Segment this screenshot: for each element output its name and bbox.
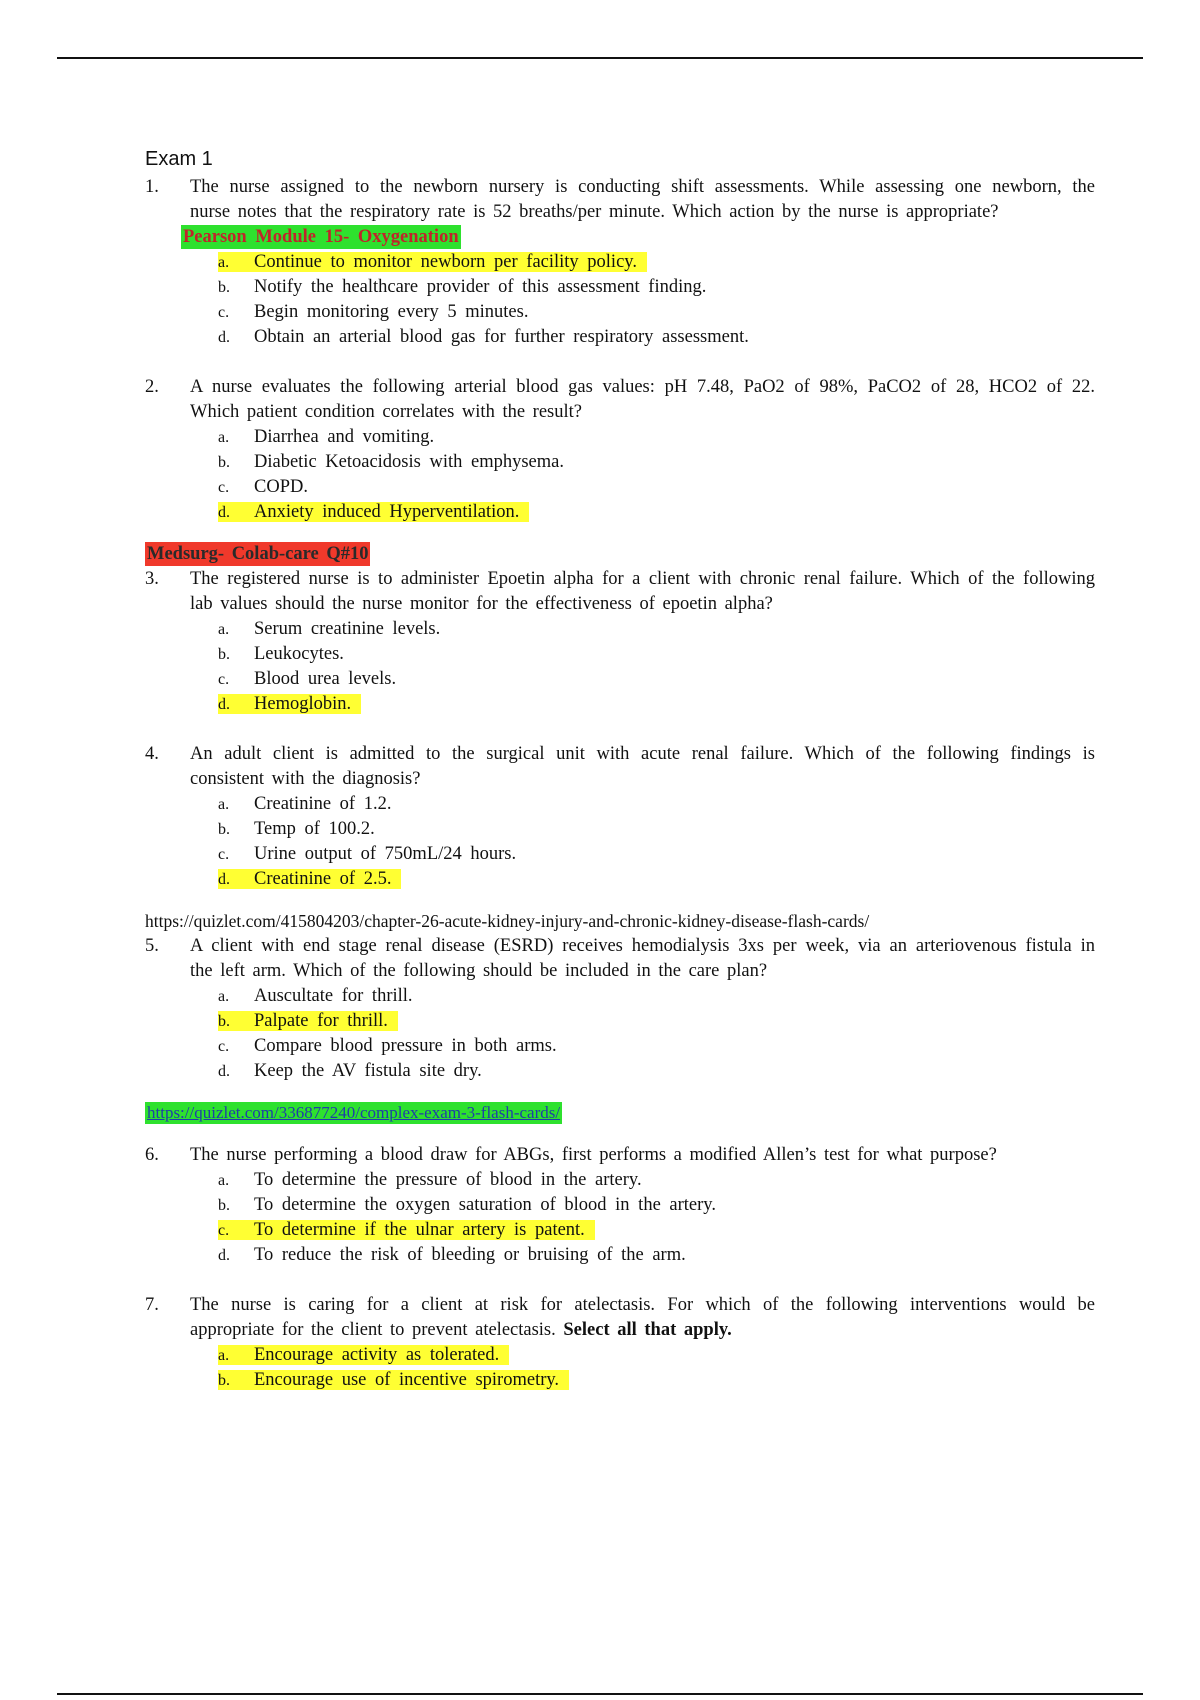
option-letter: a. (218, 1347, 230, 1364)
question-2 (145, 375, 1095, 425)
source-tag-row (145, 542, 1095, 567)
option-text: COPD. (254, 477, 308, 497)
option-text: Begin monitoring every 5 minutes. (254, 302, 529, 322)
option-letter: d. (218, 329, 230, 346)
option-c (218, 300, 1095, 325)
option-text: Serum creatinine levels. (254, 619, 441, 639)
option-text: Urine output of 750mL/24 hours. (254, 844, 517, 864)
option-text: Encourage use of incentive spirometry. (254, 1370, 560, 1390)
question-stem: An adult client is admitted to the surgical unit with acute renal failure. Which of the following findings is consistent with the diagnosis? (190, 744, 1095, 789)
option-text: Blood urea levels. (254, 669, 397, 689)
question-6 (145, 1143, 1095, 1168)
option-a (218, 984, 1095, 1009)
option-d (218, 1243, 1095, 1268)
question-7 (145, 1293, 1095, 1343)
option-b (218, 450, 1095, 475)
options-list (145, 1168, 1095, 1268)
options-list (145, 792, 1095, 892)
question-stem: The nurse assigned to the newborn nursery is conducting shift assessments. While assessing one newborn, the nurse notes that the respiratory rate is 52 breaths/per minute. Which action by the nurse is appropriate? (190, 177, 1095, 222)
option-letter: b. (218, 1197, 230, 1214)
question-number: 4. (145, 744, 159, 764)
option-letter: b. (218, 646, 230, 663)
option-text: Notify the healthcare provider of this assessment finding. (254, 277, 707, 297)
question-stem: A nurse evaluates the following arterial blood gas values: pH 7.48, PaO2 of 98%, PaCO2 of 28, HCO2 of 22. Which patient condition correlates with the result? (190, 377, 1095, 422)
top-rule (57, 57, 1143, 59)
option-letter: c. (218, 671, 230, 688)
option-letter: b. (218, 821, 230, 838)
option-letter: d. (218, 1063, 230, 1080)
option-letter: d. (218, 871, 230, 888)
source-tag: Pearson Module 15- Oxygenation (183, 227, 459, 247)
option-a (218, 1343, 1095, 1368)
source-tag-row (145, 225, 1095, 250)
option-letter: d. (218, 504, 230, 521)
bottom-rule (57, 1693, 1143, 1695)
question-number: 7. (145, 1295, 159, 1315)
question-stem (190, 1293, 1095, 1343)
document-body (145, 146, 1095, 1393)
option-letter: a. (218, 429, 230, 446)
option-text: Diabetic Ketoacidosis with emphysema. (254, 452, 564, 472)
option-a (218, 617, 1095, 642)
question-5 (145, 934, 1095, 984)
exam-title: Exam 1 (145, 148, 213, 170)
option-text: To determine if the ulnar artery is patent. (254, 1220, 585, 1240)
option-text: Creatinine of 2.5. (254, 869, 392, 889)
option-text: To determine the oxygen saturation of blood in the artery. (254, 1195, 716, 1215)
option-text: Keep the AV fistula site dry. (254, 1061, 482, 1081)
option-text: To determine the pressure of blood in the artery. (254, 1170, 642, 1190)
question-number: 2. (145, 377, 159, 397)
option-d (218, 325, 1095, 350)
option-letter: a. (218, 988, 230, 1005)
options-list (145, 617, 1095, 717)
option-text: Obtain an arterial blood gas for further respiratory assessment. (254, 327, 749, 347)
source-tag: Medsurg- Colab-care Q#10 (147, 544, 369, 564)
option-letter: b. (218, 1013, 230, 1030)
option-text: Palpate for thrill. (254, 1011, 388, 1031)
question-stem: The registered nurse is to administer Epoetin alpha for a client with chronic renal failure. Which of the following lab values should the nurse monitor for the effectiveness of epoetin alpha? (190, 569, 1095, 614)
option-a (218, 792, 1095, 817)
option-c (218, 667, 1095, 692)
question-number: 1. (145, 177, 159, 197)
option-text: Diarrhea and vomiting. (254, 427, 435, 447)
option-d (218, 500, 1095, 525)
question-number: 3. (145, 569, 159, 589)
option-text: Leukocytes. (254, 644, 344, 664)
question-number: 6. (145, 1145, 159, 1165)
option-letter: a. (218, 796, 230, 813)
question-stem: The nurse performing a blood draw for ABGs, first performs a modified Allen’s test for what purpose? (190, 1145, 997, 1165)
option-letter: a. (218, 1172, 230, 1189)
option-text: Hemoglobin. (254, 694, 352, 714)
option-c (218, 1034, 1095, 1059)
options-list (145, 984, 1095, 1084)
option-text: Encourage activity as tolerated. (254, 1345, 500, 1365)
option-b (218, 1009, 1095, 1034)
reference-link-row (145, 1101, 1095, 1126)
option-b (218, 1368, 1095, 1393)
option-letter: c. (218, 1038, 230, 1055)
option-a (218, 1168, 1095, 1193)
option-letter: d. (218, 1247, 230, 1264)
option-letter: a. (218, 254, 230, 271)
option-d (218, 1059, 1095, 1084)
option-b (218, 1193, 1095, 1218)
options-list (145, 425, 1095, 525)
question-3 (145, 567, 1095, 617)
option-text: Anxiety induced Hyperventilation. (254, 502, 520, 522)
question-4 (145, 742, 1095, 792)
question-stem-text: The nurse is caring for a client at risk for atelectasis. For which of the following interventions would be appropriate for the client to prevent atelectasis. (190, 1295, 1095, 1340)
option-letter: c. (218, 479, 230, 496)
question-stem: A client with end stage renal disease (ESRD) receives hemodialysis 3xs per week, via an arteriovenous fistula in the left arm. Which of the following should be included in the care plan? (190, 936, 1095, 981)
question-1 (145, 175, 1095, 225)
option-letter: a. (218, 621, 230, 638)
option-text: To reduce the risk of bleeding or bruising of the arm. (254, 1245, 686, 1265)
option-letter: b. (218, 454, 230, 471)
question-number: 5. (145, 936, 159, 956)
option-letter: c. (218, 304, 230, 321)
option-text: Auscultate for thrill. (254, 986, 413, 1006)
option-d (218, 867, 1095, 892)
options-list (145, 250, 1095, 350)
option-text: Temp of 100.2. (254, 819, 375, 839)
option-a (218, 425, 1095, 450)
option-letter: b. (218, 279, 230, 296)
reference-link[interactable]: https://quizlet.com/415804203/chapter-26-acute-kidney-injury-and-chronic-kidney-disease-flash-cards/ (145, 911, 870, 931)
option-d (218, 692, 1095, 717)
option-c (218, 842, 1095, 867)
option-a (218, 250, 1095, 275)
option-b (218, 817, 1095, 842)
option-text: Compare blood pressure in both arms. (254, 1036, 557, 1056)
reference-link[interactable]: https://quizlet.com/336877240/complex-exam-3-flash-cards/ (147, 1103, 561, 1122)
option-letter: c. (218, 846, 230, 863)
option-b (218, 275, 1095, 300)
select-all-note: Select all that apply. (563, 1320, 732, 1340)
option-c (218, 1218, 1095, 1243)
option-text: Continue to monitor newborn per facility policy. (254, 252, 637, 272)
option-b (218, 642, 1095, 667)
option-letter: d. (218, 696, 230, 713)
option-c (218, 475, 1095, 500)
options-list (145, 1343, 1095, 1393)
option-text: Creatinine of 1.2. (254, 794, 392, 814)
option-letter: c. (218, 1222, 230, 1239)
option-letter: b. (218, 1372, 230, 1389)
